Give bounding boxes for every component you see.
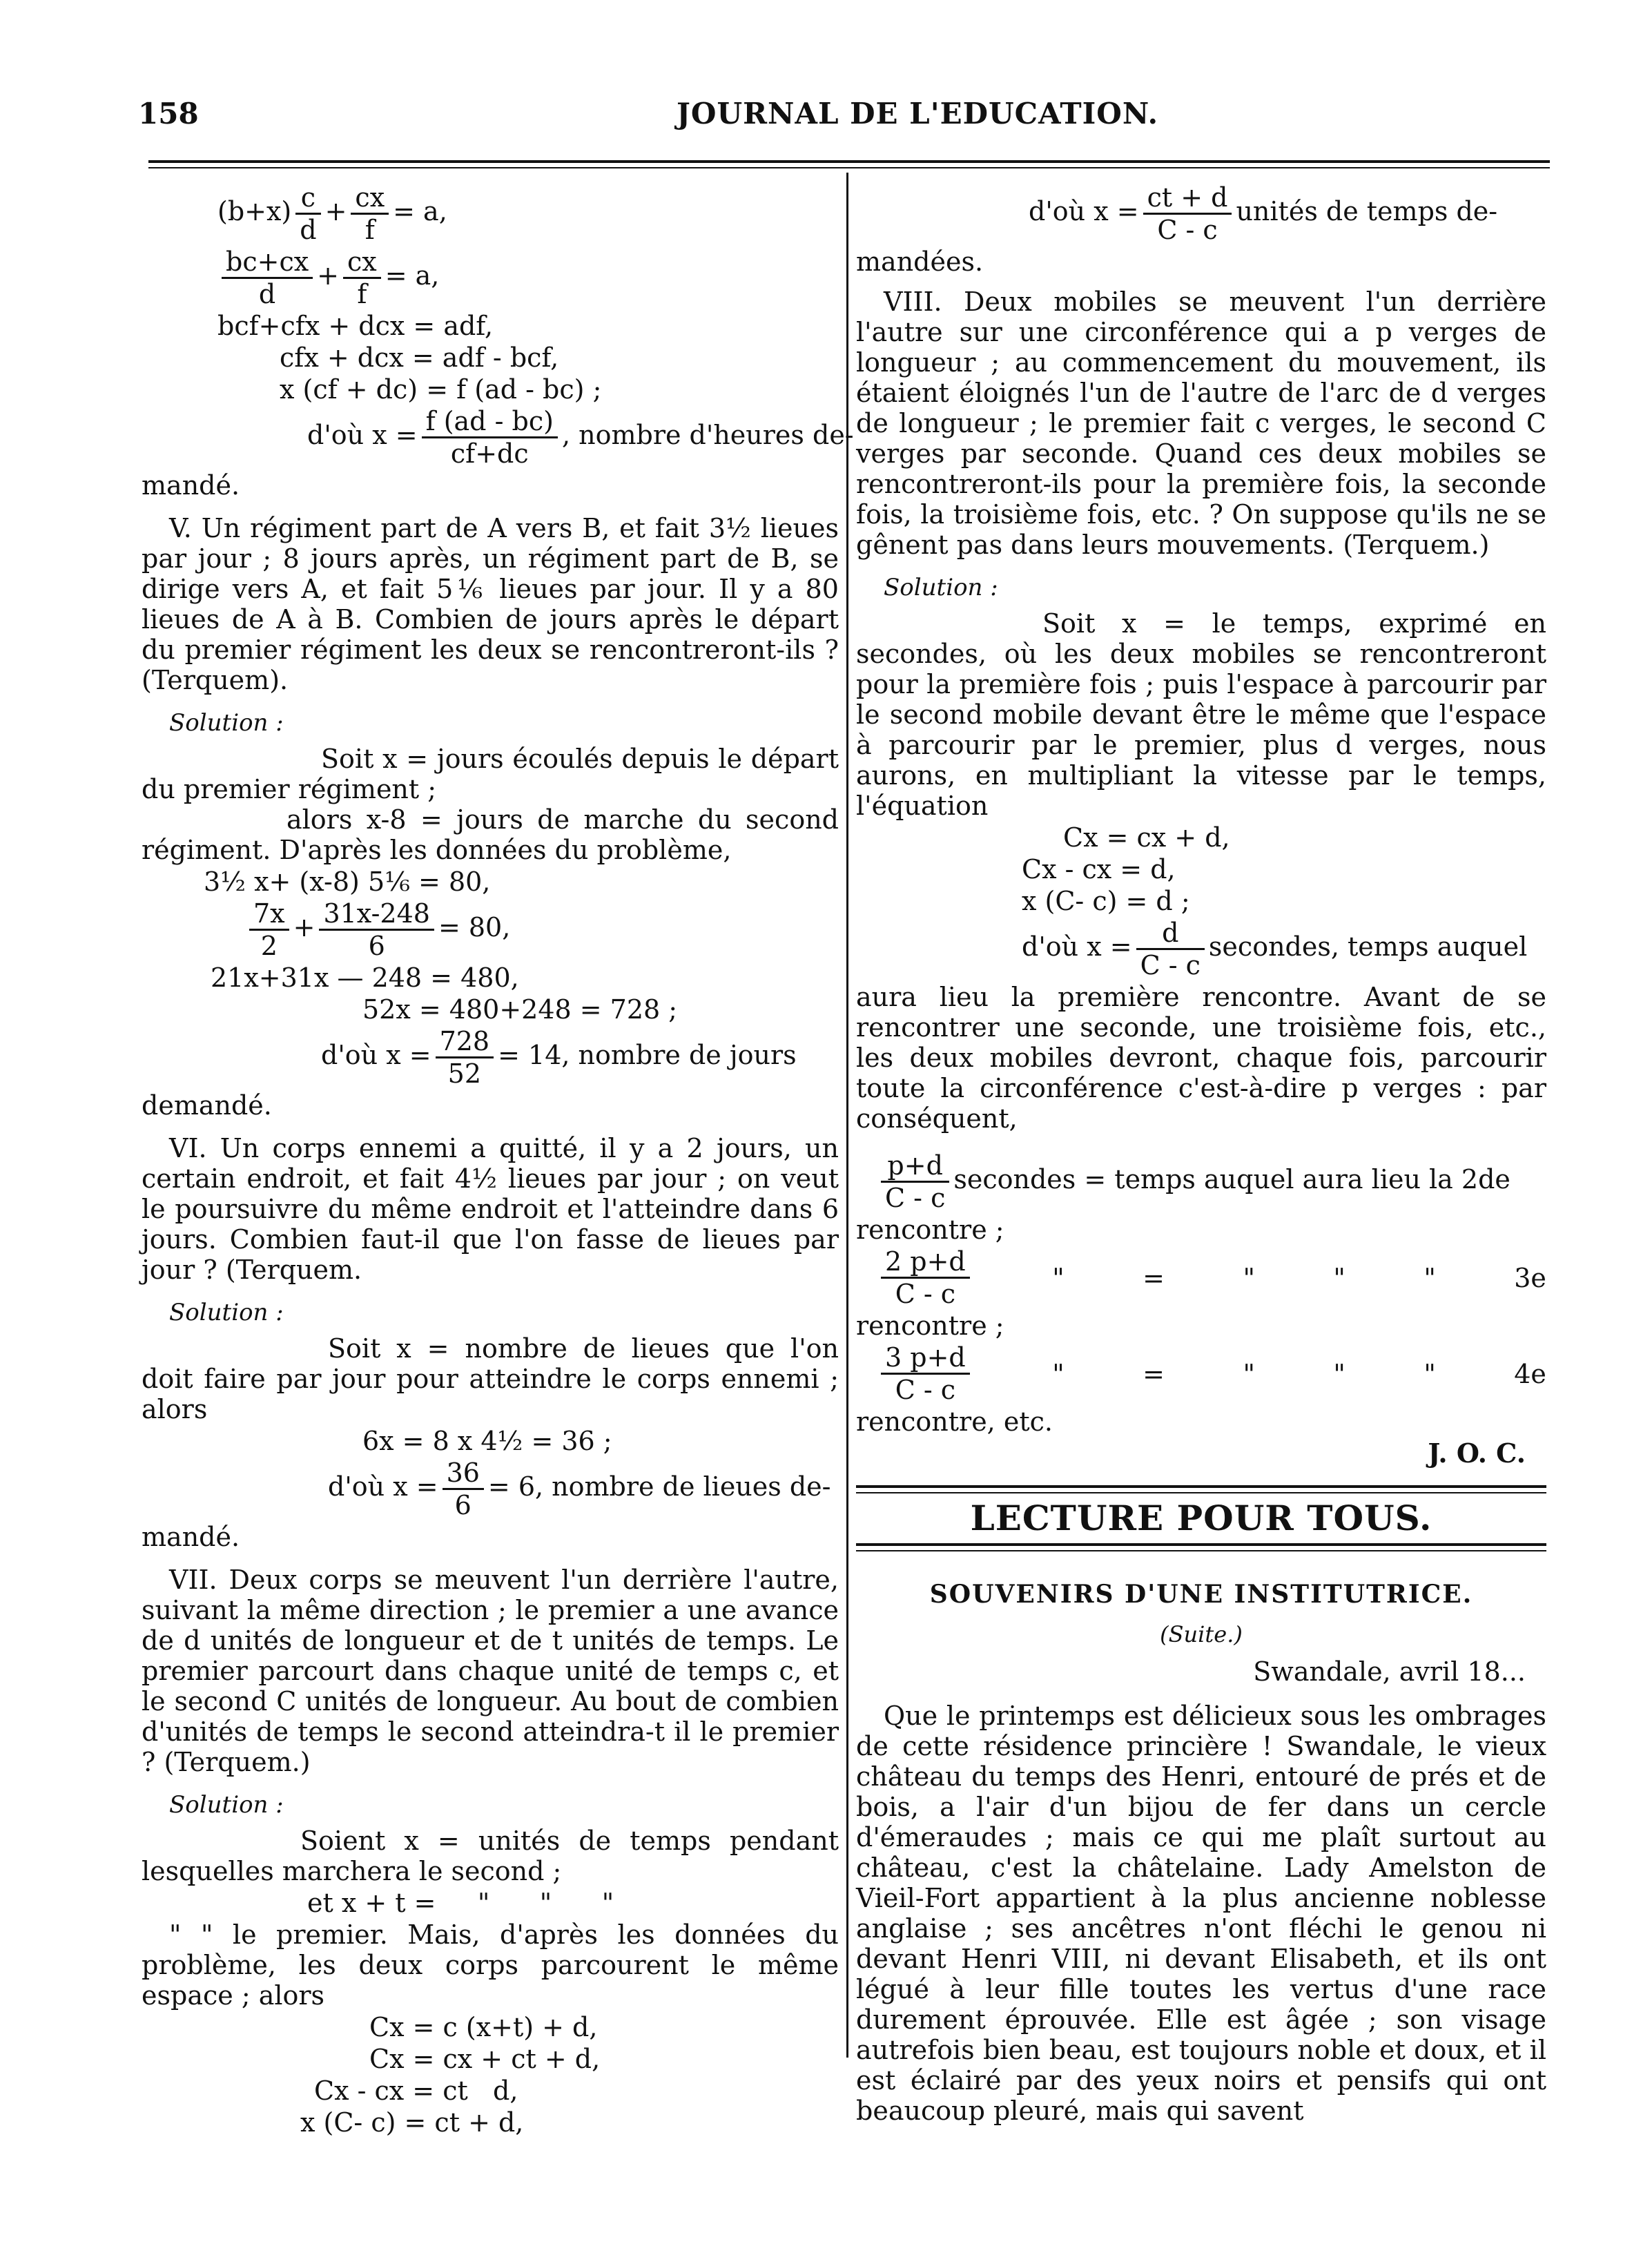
equation-6-2: d'où x = $\frac{36}{6}$ = 6, nombre de lieues de- bbox=[328, 1458, 831, 1520]
section-title: LECTURE POUR TOUS. bbox=[970, 1498, 1432, 1538]
dateline: Swandale, avril 18... bbox=[1253, 1656, 1526, 1687]
equation-7-3: Cx - cx = ct d, bbox=[314, 2076, 518, 2106]
equation-6-1: 6x = 8 x 4½ = 36 ; bbox=[362, 1426, 612, 1456]
equation-5-5-end: demandé. bbox=[142, 1090, 272, 1121]
solution-7-label: Solution : bbox=[169, 1791, 284, 1819]
fraction-row-2: $\frac{2 p+d}{C - c}$ " = " " " 3e bbox=[877, 1246, 1546, 1309]
equation-2: $\frac{bc+cx}{d}$ + $\frac{cx}{f}$ = a, bbox=[217, 246, 839, 309]
equation-6-end: mandé. bbox=[142, 470, 240, 501]
equation-8-1: Cx = cx + d, bbox=[1063, 822, 1230, 853]
fraction-row-1-end: rencontre ; bbox=[856, 1215, 1004, 1245]
page-number: 158 bbox=[138, 97, 199, 130]
problem-7: VII. Deux corps se meuvent l'un derrière l'autre, suivant la même direction ; le premier a une avance de d unités de longueur et de t unités de temps. Le premier parcourt dans chaque unité de temps c, et le second C unités de longueur. Au bout de combien d'unités de temps le second atteindra-t il le premier ? (Terquem.) bbox=[142, 1565, 839, 1777]
problem-6: VI. Un corps ennemi a quitté, il y a 2 jours, un certain endroit, et fait 4½ lieues par jour ; on veut le poursuivre du même endroit et l'atteindre dans 6 jours. Combien faut-il que l'on fasse de lieues par jour ? (Terquem. bbox=[142, 1133, 839, 1285]
equation-7-5-end: mandées. bbox=[856, 246, 984, 277]
header-rule-bottom bbox=[148, 167, 1550, 168]
equation-4: cfx + dcx = adf - bcf, bbox=[280, 342, 559, 373]
journal-title: JOURNAL DE L'EDUCATION. bbox=[677, 97, 1159, 130]
equation-3: bcf+cfx + dcx = adf, bbox=[217, 311, 494, 341]
section-rule-bottom bbox=[856, 1543, 1546, 1551]
solution-5-label: Solution : bbox=[169, 709, 284, 737]
header-rule-top bbox=[148, 160, 1550, 163]
signature: J. O. C. bbox=[1428, 1438, 1526, 1469]
story-suite: (Suite.) bbox=[1160, 1621, 1243, 1647]
equation-5-2: $\frac{7x}{2}$ + $\frac{31x-248}{6}$ = 80, bbox=[245, 898, 839, 961]
story-paragraph-1: Que le printemps est délicieux sous les ombrages de cette résidence princière ! Swandale, le vieux château du temps des Henri, entouré de prés et de bois, a l'air d'un bijou de fer dans un cercle d'émeraudes ; mais ce qui me plaît surtout au château, c'est la châtelaine. Lady Amelston de Vieil-Fort appartient à la plus ancienne noblesse anglaise ; ses ancêtres n'ont fléchi le genou ni devant Henri VIII, ni devant Elisabeth, et ils ont légué à leur fille toutes les vertus d'une race durement éprouvée. Elle est âgée ; son visage autrefois bien beau, est toujours noble et doux, et il est éclairé par des yeux noirs et pensifs qui ont beaucoup pleuré, mais qui savent bbox=[856, 1701, 1546, 2126]
problem-5: V. Un régiment part de A vers B, et fait 3½ lieues par jour ; 8 jours après, un régiment part de B, se dirige vers A, et fait 5⅙ lieues par jour. Il y a 80 lieues de A à B. Combien de jours après le départ du premier régiment les deux se rencontreront-ils ? (Terquem). bbox=[142, 513, 839, 695]
solution-6-text: Soit x = nombre de lieues que l'on doit faire par jour pour atteindre le corps ennemi ; alors bbox=[142, 1333, 839, 1424]
story-title: SOUVENIRS D'UNE INSTITUTRICE. bbox=[929, 1580, 1473, 1609]
solution-8-text-b: aura lieu la première rencontre. Avant de se rencontrer une seconde, une troisième fois, etc., les deux mobiles devront, chaque fois, parcourir toute la circonférence c'est-à-dire p verges : par conséquent, bbox=[856, 982, 1546, 1134]
equation-5-3: 21x+31x — 248 = 480, bbox=[211, 963, 519, 993]
column-divider bbox=[846, 173, 848, 2058]
solution-5-text-b: alors x-8 = jours de marche du second régiment. D'après les données du problème, bbox=[142, 804, 839, 865]
equation-6: d'où x = $\frac{f (ad - bc)}{cf+dc}$ , nombre d'heures de- bbox=[307, 406, 854, 469]
problem-8: VIII. Deux mobiles se meuvent l'un derrière l'autre sur une circonférence qui a p verges de longueur ; au commencement du mouvement, ils étaient éloignés l'un de l'autre de l'arc de d verges de longueur ; le premier fait c verges, le second C verges par seconde. Quand ces deux mobiles se rencontreront-ils pour la première fois, la seconde fois, la troisième fois, etc. ? On suppose qu'ils ne se gênent pas dans leurs mouvements. (Terquem.) bbox=[856, 287, 1546, 560]
equation-8-4: d'où x = $\frac{d}{C - c}$ secondes, temps auquel bbox=[1022, 918, 1528, 980]
solution-8-text-a: Soit x = le temps, exprimé en secondes, où les deux mobiles se rencontreront pour la première fois ; puis l'espace à parcourir par le second mobile devant être le même que l'espace à parcourir par le premier, plus d verges, nous aurons, en multipliant la vitesse par le temps, l'équation bbox=[856, 608, 1546, 821]
equation-7-5: d'où x = $\frac{ct + d}{C - c}$ unités de temps de- bbox=[1029, 182, 1498, 245]
equation-1: (b+x) $\frac{c}{d}$ + $\frac{cx}{f}$ = a, bbox=[217, 182, 447, 245]
equation-7-4: x (C- c) = ct + d, bbox=[300, 2107, 524, 2138]
section-rule-top bbox=[856, 1485, 1546, 1493]
fraction-row-1: $\frac{p+d}{C - c}$ secondes = temps auquel aura lieu la 2de bbox=[877, 1150, 1546, 1213]
equation-5-4: 52x = 480+248 = 728 ; bbox=[362, 994, 678, 1025]
solution-7-text-c: " " le premier. Mais, d'après les données du problème, les deux corps parcourent le même espace ; alors bbox=[142, 1919, 839, 2011]
equation-8-2: Cx - cx = d, bbox=[1022, 854, 1176, 884]
equation-5-5: d'où x = $\frac{728}{52}$ = 14, nombre de jours bbox=[321, 1026, 797, 1089]
solution-5-text-a: Soit x = jours écoulés depuis le départ du premier régiment ; bbox=[142, 744, 839, 804]
solution-7-text-a: Soient x = unités de temps pendant lesquelles marchera le second ; bbox=[142, 1826, 839, 1886]
solution-7-text-b: et x + t = " " " bbox=[307, 1888, 614, 1918]
equation-6-2-end: mandé. bbox=[142, 1522, 240, 1552]
fraction-row-3: $\frac{3 p+d}{C - c}$ " = " " " 4e bbox=[877, 1342, 1546, 1405]
fraction-row-3-end: rencontre, etc. bbox=[856, 1406, 1053, 1437]
equation-8-3: x (C- c) = d ; bbox=[1022, 886, 1190, 916]
solution-8-label: Solution : bbox=[884, 574, 998, 601]
equation-5: x (cf + dc) = f (ad - bc) ; bbox=[280, 374, 602, 405]
right-column bbox=[856, 181, 1546, 2131]
fraction-row-2-end: rencontre ; bbox=[856, 1310, 1004, 1341]
left-column bbox=[142, 181, 854, 2139]
equation-5-1: 3½ x+ (x-8) 5⅙ = 80, bbox=[204, 867, 491, 897]
equation-7-1: Cx = c (x+t) + d, bbox=[369, 2012, 598, 2042]
solution-6-label: Solution : bbox=[169, 1299, 284, 1326]
equation-7-2: Cx = cx + ct + d, bbox=[369, 2044, 601, 2074]
